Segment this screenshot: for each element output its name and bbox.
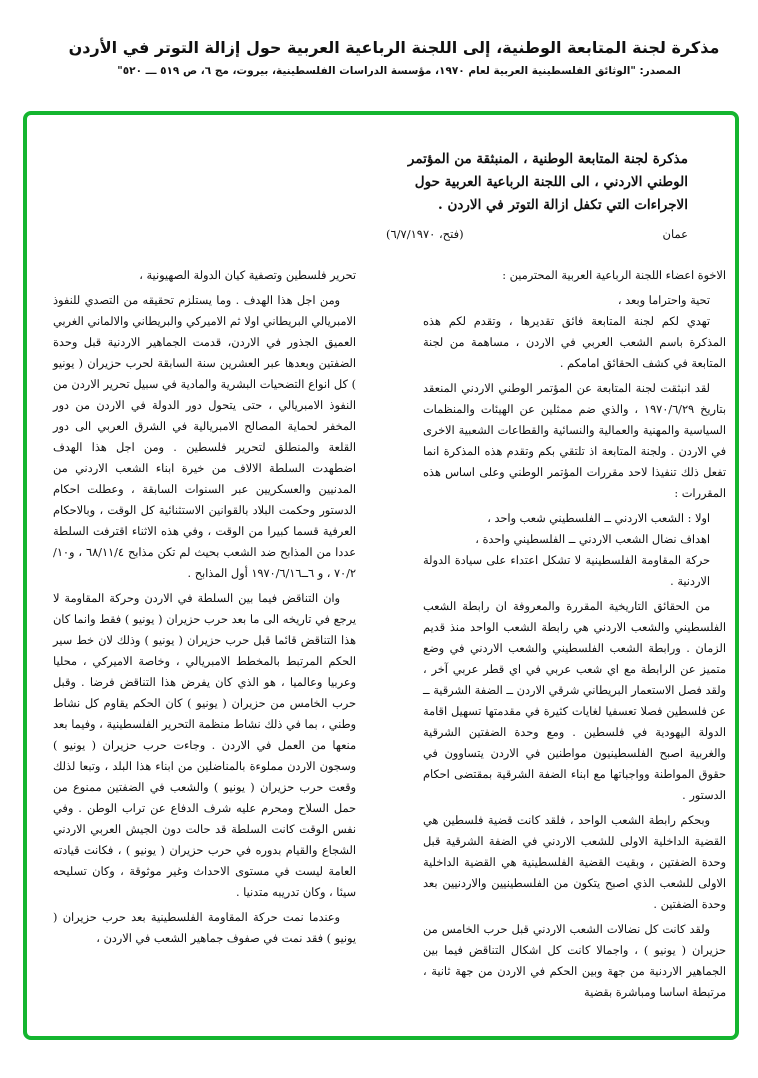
paragraph: وعندما نمت حركة المقاومة الفلسطينية بعد حرب حزيران ( يونيو ) فقد نمت في صفوف جماهير الشعب في الاردن ، <box>53 911 356 945</box>
header-source-citation: المصدر: "الوثائق الفلسطينية العربية لعام ١٩٧٠، مؤسسة الدراسات الفلسطينية، بيروت، مج ٦، ص ٥١٩ ـــ ٥٢٠" <box>117 65 681 77</box>
left-column <box>53 265 356 953</box>
resolution-item: اولا : الشعب الاردني ــ الفلسطيني شعب واحد ، <box>487 512 710 525</box>
dateline <box>386 226 688 242</box>
paragraph: وان التناقض فيما بين السلطة في الاردن وحركة المقاومة لا يرجع في تاريخه الى ما بعد حرب حزيران ( يونيو ) فقط وانما كان هذا التناقض قائما قبل حرب حزيران ( يونيو ) وذلك لان خط سير الحكم المرتبط بالمخطط الامبريالي ، وخاصة الاميركي ، محليا وعربيا وعالميا ، هو الذي كان يفرض هذا التناقض فرضا . وقبل حرب الخامس من حزيران ( يونيو ) كان الحكم يقاوم كل نشاط وطني ، بما في ذلك نشاط منظمة التحرير الفلسطينية ، وفيما بعد منعها من العمل في الاردن . وجاءت حرب حزيران ( يونيو ) وسجون الاردن مملوءة بالمناضلين من ابناء هذا البلد ، وتبعا لذلك وقعت حرب حزيران ( يونيو ) والشعب في الضفتين ممنوع من حمل السلاح ومحرم عليه شرف الدفاع عن تراب الوطن . وفي نفس الوقت كانت السلطة قد حالت دون الجيش العربي الاردني الشجاع والقيام بدوره في حرب حزيران ( يونيو ) ، فكانت قيادته العامة ليست في مستوى الاحداث وغير موثوقة ، وكان تسليحه سيئا ، وكان تدريبه متدنيا . <box>53 592 356 899</box>
paragraph: ومن اجل هذا الهدف . وما يستلزم تحقيقه من التصدي للنفوذ الامبريالي البريطاني اولا ثم الاميركي والبريطاني والالماني الغربي العميق الجذور في الاردن، قدمت الجماهير الاردنية قبل وحدة الضفتين وبعدها عبر العشرين سنة السابقة لحرب حزيران ( يونيو ) كل انواع التضحيات البشرية والمادية في سبيل تحرير الاردن من النفوذ الامبريالي ، حتى يتحول دور الدولة في الاردن من دور المخفر لحماية المصالح الامبريالية في الشرق العربي الى دور القلعة والمنطلق لتحرير فلسطين . ومن اجل هذا الهدف اضطهدت السلطة الالاف من خيرة ابناء الشعب الاردني من المدنيين والعسكريين عبر السنوات السابقة ، وعطلت احكام الدستور وحكمت البلاد بالقوانين الاستثنائية كل الوقت ، وبالاحكام العرفية قسما كبيرا من الوقت ، وفي هذه الاثناء اقترفت السلطة عددا من المذابح ضد الشعب بحيث لم تكن مذابح ٦٨/١١/٤ ، و١٠/ ٧٠/٢ ، و ٦ــ١٩٧٠/٦/١٦ أول المذابح . <box>53 294 356 580</box>
paragraph-continuation: تحرير فلسطين وتصفية كيان الدولة الصهيونية ، <box>139 269 356 282</box>
resolution-item: اهداف نضال الشعب الاردني ــ الفلسطيني واحدة ، <box>475 533 710 546</box>
resolution-item: حركة المقاومة الفلسطينية لا تشكل اعتداء على سيادة الدولة الاردنية . <box>423 554 710 588</box>
right-column <box>423 265 726 1007</box>
page-header <box>0 36 758 80</box>
paragraph: وبحكم رابطة الشعب الواحد ، فلقد كانت قضية فلسطين هي القضية الداخلية الاولى للشعب الاردني في الضفة الشرقية قبل وحدة الضفتين ، وبقيت القضية الفلسطينية هي القضية الداخلية الاولى للشعب الذي اصبح يتكون من الفلسطينيين والاردنيين بعد وحدة الضفتين . <box>423 814 726 911</box>
document-date: (فتح، ٦/٧/١٩٧٠) <box>386 227 464 241</box>
header-title: مذكرة لجنة المتابعة الوطنية، إلى اللجنة الرباعية العربية حول إزالة التوتر في الأردن <box>68 38 720 57</box>
paragraph: لقد انبثقت لجنة المتابعة عن المؤتمر الوطني الاردني المنعقد بتاريخ ١٩٧٠/٦/٢٩ ، والذي ضم ممثلين عن الهيئات والمنظمات السياسية والمهنية والعمالية والنسائية والقطاعات الشعبية الاخرى في الاردن . ولجنة المتابعة اذ تلتقي بكم وتقدم هذه المذكرة انما تفعل ذلك تنفيذا لاحد مقررات المؤتمر الوطني وعلى اساس هذه المقررات : <box>423 382 726 500</box>
document-place: عمان <box>662 227 688 241</box>
salutation: الاخوة اعضاء اللجنة الرباعية العربية المحترمين : <box>502 269 726 282</box>
document-title: مذكرة لجنة المتابعة الوطنية ، المنبثقة من المؤتمر الوطني الاردني ، الى اللجنة الرباعية العربية حول الاجراءات التي تكفل ازالة التوتر في الاردن . <box>407 151 688 213</box>
greeting: تحية واحتراما وبعد ، <box>617 294 710 307</box>
paragraph: من الحقائق التاريخية المقررة والمعروفة ان رابطة الشعب الفلسطيني والشعب الاردني هي رابطة الشعب الواحد منذ قديم الزمان . ورابطة الشعب الفلسطيني والشعب الاردني في وضع متميز عن الرابطة مع اي شعب عربي في اي قطر عربي آخر ، ولقد فصل الاستعمار البريطاني شرقي الاردن ــ الضفة الشرقية ــ عن فلسطين فصلا تعسفيا لغايات كثيرة في مقدمتها تسهيل اقامة الدولة اليهودية في فلسطين . ومع وحدة الضفتين الشرقية والغربية اصبح الفلسطينيون مواطنين في الاردن يتساوون في حقوق المواطنة وواجباتها مع ابناء الضفة الشرقية بمقتضى احكام الدستور . <box>423 600 726 802</box>
paragraph: ولقد كانت كل نضالات الشعب الاردني قبل حرب الخامس من حزيران ( يونيو ) ، واجمالا كانت كل اشكال التناقض فيما بين الجماهير الاردنية من جهة وبين الحكم في الاردن من جهة ثانية ، مرتبطة اساسا ومباشرة بقضية <box>423 923 726 999</box>
paragraph: تهدي لكم لجنة المتابعة فائق تقديرها ، وتقدم لكم هذه المذكرة باسم الشعب العربي في الاردن ، مساهمة من لجنة المتابعة في كشف الحقائق امامكم . <box>423 315 726 370</box>
